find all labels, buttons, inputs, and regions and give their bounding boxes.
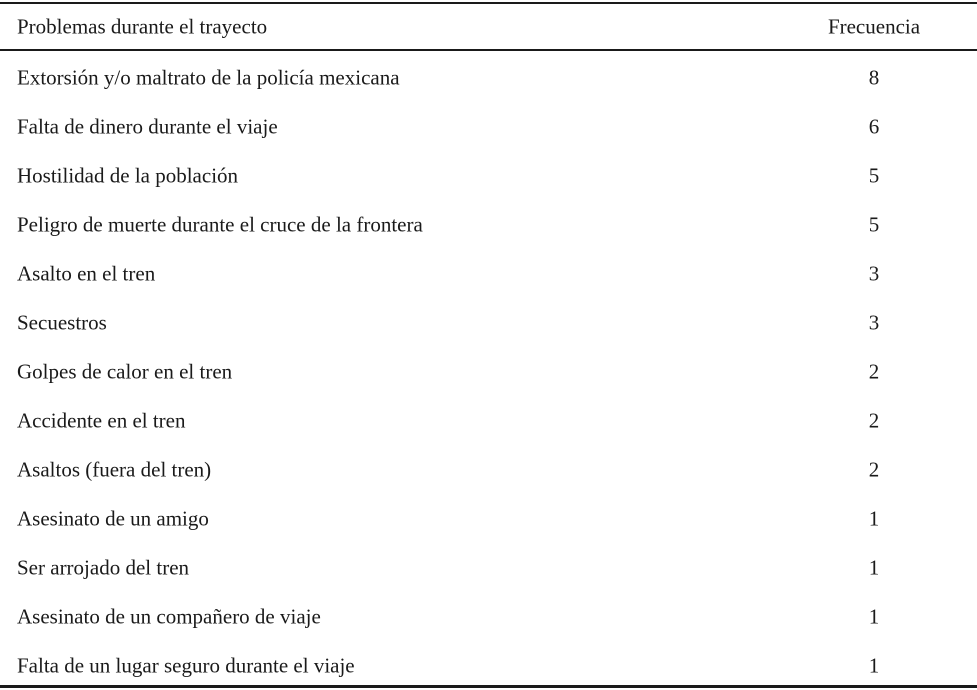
- problem-label: Asesinato de un compañero de viaje: [17, 604, 321, 628]
- table-row: [0, 641, 977, 690]
- problem-label: Extorsión y/o maltrato de la policía mexicana: [17, 65, 400, 89]
- problem-label: Peligro de muerte durante el cruce de la frontera: [17, 212, 423, 236]
- table-bottom-rule: [0, 685, 977, 688]
- problem-label: Asesinato de un amigo: [17, 506, 209, 530]
- frequency-value: 2: [868, 408, 880, 432]
- frequency-value: 1: [868, 604, 880, 628]
- problem-label: Accidente en el tren: [17, 408, 186, 432]
- table-row: [0, 592, 977, 641]
- table-header-rule: [0, 49, 977, 51]
- table-row: [0, 151, 977, 200]
- header-frequency: Frecuencia: [827, 14, 921, 38]
- frequency-value: 3: [868, 261, 880, 285]
- table-row: [0, 445, 977, 494]
- problem-label: Ser arrojado del tren: [17, 555, 190, 579]
- table-row: [0, 396, 977, 445]
- header-problems: Problemas durante el trayecto: [17, 14, 268, 38]
- frequency-value: 1: [868, 506, 880, 530]
- problem-label: Hostilidad de la población: [17, 163, 239, 187]
- frequency-value: 2: [868, 359, 880, 383]
- table-row: [0, 494, 977, 543]
- table-row: [0, 543, 977, 592]
- frequency-value: 5: [868, 212, 880, 236]
- frequency-value: 6: [868, 114, 880, 138]
- problem-label: Asalto en el tren: [17, 261, 156, 285]
- table-header-row: [0, 4, 977, 49]
- table-row: [0, 249, 977, 298]
- frequency-value: 3: [868, 310, 880, 334]
- table-row: [0, 200, 977, 249]
- problem-label: Asaltos (fuera del tren): [17, 457, 212, 481]
- table-row: [0, 53, 977, 102]
- table-row: [0, 298, 977, 347]
- problem-label: Secuestros: [17, 310, 107, 334]
- problem-label: Golpes de calor en el tren: [17, 359, 233, 383]
- frequency-value: 5: [868, 163, 880, 187]
- frequency-value: 8: [868, 65, 880, 89]
- table-row: [0, 347, 977, 396]
- table-row: [0, 102, 977, 151]
- frequency-value: 2: [868, 457, 880, 481]
- table-body: [0, 53, 977, 690]
- frequency-value: 1: [868, 653, 880, 677]
- problem-label: Falta de un lugar seguro durante el viaje: [17, 653, 355, 677]
- frequency-value: 1: [868, 555, 880, 579]
- problem-label: Falta de dinero durante el viaje: [17, 114, 278, 138]
